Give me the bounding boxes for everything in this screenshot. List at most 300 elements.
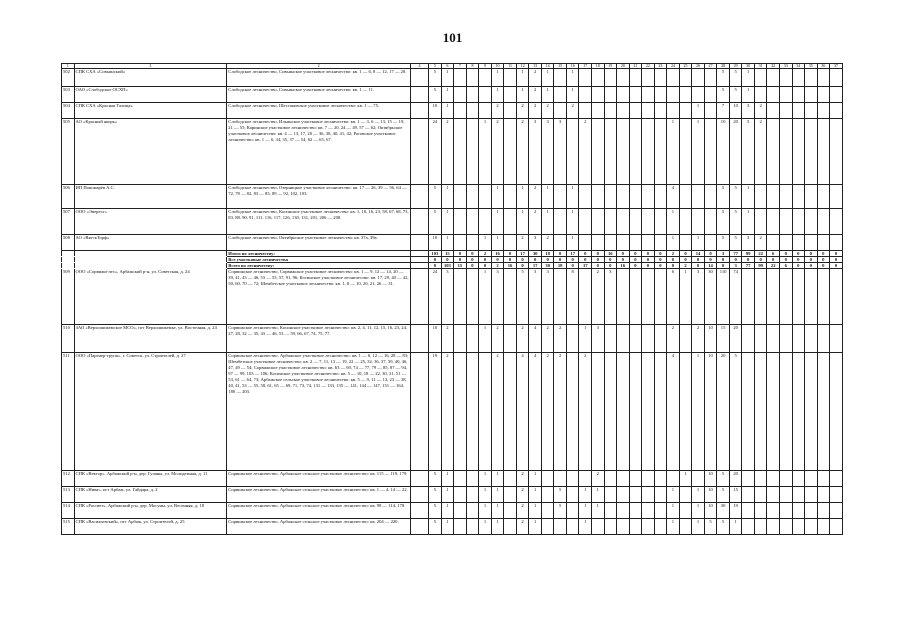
value-cell <box>504 69 517 87</box>
totals-value: 0 <box>767 257 780 263</box>
value-cell <box>604 185 617 209</box>
value-cell <box>654 185 667 209</box>
value-cell: 2 <box>529 185 542 209</box>
value-cell <box>466 487 479 503</box>
totals-value: 3 <box>729 263 742 269</box>
value-cell <box>767 185 780 209</box>
value-cell <box>817 87 830 103</box>
value-cell <box>554 519 567 535</box>
value-cell <box>410 353 428 471</box>
value-cell: 5 <box>429 503 442 519</box>
value-cell <box>742 487 755 503</box>
value-cell: 5 <box>429 87 442 103</box>
value-cell <box>679 235 692 251</box>
value-cell <box>554 235 567 251</box>
value-cell <box>466 471 479 487</box>
value-cell: 1 <box>441 519 454 535</box>
value-cell <box>592 519 605 535</box>
value-cell: 5 <box>429 185 442 209</box>
value-cell <box>617 69 630 87</box>
value-cell <box>629 325 642 353</box>
value-cell: 2 <box>516 471 529 487</box>
value-cell <box>617 185 630 209</box>
totals-value: 0 <box>642 263 655 269</box>
value-cell <box>805 269 818 325</box>
value-cell <box>805 353 818 471</box>
value-cell <box>792 503 805 519</box>
totals-value: 15 <box>454 263 467 269</box>
column-number-cell: 4 <box>410 64 428 69</box>
column-number-cell: 25 <box>679 64 692 69</box>
value-cell <box>604 503 617 519</box>
value-cell <box>604 471 617 487</box>
value-cell <box>679 503 692 519</box>
value-cell <box>667 103 680 119</box>
value-cell <box>454 103 467 119</box>
totals-value: 0 <box>629 257 642 263</box>
value-cell <box>792 235 805 251</box>
value-cell <box>604 519 617 535</box>
value-cell <box>479 209 492 235</box>
value-cell <box>830 103 843 119</box>
value-cell <box>642 103 655 119</box>
organization-cell: ЗАО «Верхошижемское МСО», пгт Верхошижемье, ул. Восточная, д. 24 <box>74 325 227 353</box>
value-cell <box>642 487 655 503</box>
value-cell: 2 <box>554 353 567 471</box>
value-cell <box>767 487 780 503</box>
totals-value: 0 <box>817 251 830 257</box>
value-cell <box>629 471 642 487</box>
value-cell <box>754 87 767 103</box>
value-cell <box>454 503 467 519</box>
value-cell <box>817 235 830 251</box>
column-number-cell: 6 <box>441 64 454 69</box>
table-row <box>62 69 843 87</box>
totals-value: 0 <box>830 251 843 257</box>
column-number-cell: 8 <box>466 64 479 69</box>
value-cell <box>579 471 592 487</box>
totals-value: 0 <box>454 251 467 257</box>
value-cell: 1 <box>479 235 492 251</box>
value-cell <box>830 185 843 209</box>
table-row <box>62 471 843 487</box>
totals-label: Всего по лесничеству: <box>227 263 411 269</box>
license-register-table <box>61 63 843 535</box>
totals-value: 0 <box>717 263 730 269</box>
value-cell: 4 <box>516 353 529 471</box>
totals-value: 103 <box>429 251 442 257</box>
totals-value: 0 <box>579 251 592 257</box>
value-cell <box>767 103 780 119</box>
column-number-cell: 12 <box>516 64 529 69</box>
value-cell <box>817 471 830 487</box>
value-cell: 1 <box>516 87 529 103</box>
value-cell <box>554 87 567 103</box>
value-cell <box>629 103 642 119</box>
value-cell: 5 <box>729 69 742 87</box>
value-cell: 110 <box>717 269 730 325</box>
value-cell <box>817 519 830 535</box>
value-cell <box>830 325 843 353</box>
value-cell: 1 <box>579 325 592 353</box>
value-cell <box>654 269 667 325</box>
value-cell <box>579 209 592 235</box>
value-cell <box>754 503 767 519</box>
totals-value: 14 <box>692 251 705 257</box>
column-number-cell: 37 <box>830 64 843 69</box>
value-cell <box>642 353 655 471</box>
value-cell: 5 <box>429 471 442 487</box>
row-number-cell: 503 <box>62 87 75 103</box>
totals-value: 6 <box>767 251 780 257</box>
value-cell <box>679 353 692 471</box>
column-number-cell: 16 <box>566 64 579 69</box>
value-cell: 2 <box>541 103 554 119</box>
value-cell <box>617 269 630 325</box>
value-cell <box>617 519 630 535</box>
value-cell <box>767 69 780 87</box>
totals-value: 0 <box>692 263 705 269</box>
value-cell: 5 <box>717 235 730 251</box>
value-cell: 2 <box>491 353 504 471</box>
value-cell <box>410 269 428 325</box>
totals-value: 30 <box>529 251 542 257</box>
value-cell: 10 <box>717 119 730 185</box>
value-cell <box>629 87 642 103</box>
value-cell: 1 <box>566 209 579 235</box>
value-cell: 1 <box>441 87 454 103</box>
totals-value: 0 <box>717 257 730 263</box>
value-cell <box>566 119 579 185</box>
value-cell <box>454 185 467 209</box>
value-cell <box>830 503 843 519</box>
column-number-cell: 30 <box>742 64 755 69</box>
value-cell: 2 <box>554 325 567 353</box>
totals-value: 77 <box>729 251 742 257</box>
value-cell: 2 <box>491 119 504 185</box>
page-number: 101 <box>442 30 463 45</box>
column-number-cell: 15 <box>554 64 567 69</box>
value-cell <box>566 487 579 503</box>
totals-value: 17 <box>516 251 529 257</box>
value-cell: 3 <box>529 119 542 185</box>
value-cell: 3 <box>604 269 617 325</box>
value-cell: 1 <box>579 487 592 503</box>
value-cell <box>642 209 655 235</box>
value-cell <box>629 119 642 185</box>
value-cell: 10 <box>704 325 717 353</box>
column-number-cell: 36 <box>817 64 830 69</box>
value-cell <box>692 185 705 209</box>
organization-cell: СПК «Вектор», Арбажский р-н, дер. Гуляны, ул. Молодежная, д. 11 <box>74 471 227 487</box>
totals-value: 0 <box>654 251 667 257</box>
value-cell <box>579 69 592 87</box>
totals-value: 0 <box>516 257 529 263</box>
totals-value: 0 <box>642 257 655 263</box>
value-cell: 1 <box>667 119 680 185</box>
totals-value: 3 <box>717 251 730 257</box>
forest-area-cell: Слободское лесничество, Ильинское участковое лесничество: кв. 1 — 3, 6 — 13, 15 — 19, 21 — 55; Каринское участковое лесничество: кв. 7 — 20, 24 — 49, 57 — 62; Октябрьское участковое лесничество: кв. 4 — 13, 17, 20 — 36, 38, 40, 41, 42; Роговское участковое лесничество: кв. 1 — 6, 34, 35, 37 — 54, 62 — 65, 67. <box>227 119 411 185</box>
forest-area-cell: Слободское лесничество, Косинское участковое лесничество: кв. 1, 10, 16, 23, 58, 67, 68, 73, 83, 88, 90, 91, 111, 116, 117, 126, 130, 131, 201, 206 — 208. <box>227 209 411 235</box>
value-cell <box>805 87 818 103</box>
value-cell: 5 <box>729 87 742 103</box>
value-cell <box>642 269 655 325</box>
value-cell: 2 <box>579 353 592 471</box>
value-cell: 1 <box>529 503 542 519</box>
forest-area-cell: Слободское лесничество, Шестаковское участковое лесничество: кв. 1 — 75. <box>227 103 411 119</box>
value-cell: 4 <box>667 353 680 471</box>
value-cell <box>579 269 592 325</box>
table-row <box>62 185 843 209</box>
value-cell <box>667 471 680 487</box>
value-cell <box>454 119 467 185</box>
value-cell <box>830 471 843 487</box>
value-cell <box>667 69 680 87</box>
value-cell <box>504 269 517 325</box>
value-cell <box>579 235 592 251</box>
column-number-cell: 17 <box>579 64 592 69</box>
value-cell <box>830 87 843 103</box>
value-cell <box>504 209 517 235</box>
value-cell <box>667 87 680 103</box>
totals-value: 0 <box>429 263 442 269</box>
value-cell <box>654 487 667 503</box>
value-cell: 30 <box>704 269 717 325</box>
value-cell <box>479 185 492 209</box>
value-cell <box>629 487 642 503</box>
totals-value: 77 <box>742 263 755 269</box>
column-number-cell: 26 <box>692 64 705 69</box>
value-cell <box>792 185 805 209</box>
value-cell: 1 <box>491 69 504 87</box>
totals-value: 0 <box>817 257 830 263</box>
totals-value: 0 <box>541 257 554 263</box>
totals-value: 0 <box>805 263 818 269</box>
organization-cell: СПК «Рассвет», Арбажский р-н, дер. Мосуны, ул. Весенняя, д. 18 <box>74 503 227 519</box>
value-cell <box>779 235 792 251</box>
value-cell: 1 <box>692 503 705 519</box>
organization-cell: ОАО «Слободское ОСХП» <box>74 87 227 103</box>
value-cell: 1 <box>541 209 554 235</box>
value-cell: 1 <box>566 87 579 103</box>
value-cell <box>604 209 617 235</box>
value-cell: 2 <box>754 119 767 185</box>
value-cell: 2 <box>516 487 529 503</box>
value-cell <box>466 235 479 251</box>
value-cell <box>679 209 692 235</box>
value-cell <box>817 119 830 185</box>
value-cell <box>767 119 780 185</box>
value-cell <box>642 119 655 185</box>
value-cell <box>410 69 428 87</box>
value-cell <box>454 69 467 87</box>
value-cell: 2 <box>754 235 767 251</box>
totals-value: 15 <box>441 251 454 257</box>
value-cell <box>792 103 805 119</box>
totals-value: 0 <box>779 257 792 263</box>
value-cell: 2 <box>491 325 504 353</box>
value-cell <box>754 269 767 325</box>
value-cell <box>629 519 642 535</box>
value-cell: 1 <box>692 519 705 535</box>
row-number-cell: 507 <box>62 209 75 235</box>
value-cell: 1 <box>592 487 605 503</box>
value-cell <box>805 69 818 87</box>
value-cell: 3 <box>592 325 605 353</box>
value-cell <box>454 471 467 487</box>
value-cell: 1 <box>441 235 454 251</box>
value-cell: 1 <box>566 69 579 87</box>
totals-value: 22 <box>767 263 780 269</box>
totals-value: 17 <box>529 263 542 269</box>
value-cell <box>504 325 517 353</box>
value-cell: 5 <box>717 487 730 503</box>
value-cell: 10 <box>429 103 442 119</box>
value-cell <box>654 209 667 235</box>
value-cell <box>604 103 617 119</box>
value-cell: 1 <box>441 487 454 503</box>
value-cell: 1 <box>479 487 492 503</box>
value-cell <box>654 325 667 353</box>
value-cell: 30 <box>717 503 730 519</box>
value-cell <box>679 119 692 185</box>
value-cell <box>805 119 818 185</box>
value-cell <box>692 69 705 87</box>
table-row <box>62 269 843 325</box>
totals-value: 0 <box>592 257 605 263</box>
value-cell <box>779 269 792 325</box>
value-cell <box>742 269 755 325</box>
column-number-cell: 19 <box>604 64 617 69</box>
value-cell <box>592 209 605 235</box>
value-cell <box>830 487 843 503</box>
value-cell <box>779 209 792 235</box>
totals-value: 0 <box>830 257 843 263</box>
value-cell <box>617 119 630 185</box>
value-cell <box>604 487 617 503</box>
totals-value: 0 <box>805 257 818 263</box>
value-cell: 5 <box>729 185 742 209</box>
value-cell: 10 <box>704 353 717 471</box>
totals-value: 6 <box>779 263 792 269</box>
totals-value: 0 <box>667 263 680 269</box>
value-cell <box>654 87 667 103</box>
totals-value: 0 <box>629 263 642 269</box>
value-cell <box>579 87 592 103</box>
value-cell <box>742 519 755 535</box>
value-cell <box>466 269 479 325</box>
value-cell: 5 <box>717 519 730 535</box>
column-number-cell: 1 <box>62 64 75 69</box>
value-cell: 2 <box>566 103 579 119</box>
value-cell: 2 <box>541 353 554 471</box>
value-cell: 1 <box>667 487 680 503</box>
value-cell <box>754 487 767 503</box>
value-cell: 1 <box>529 487 542 503</box>
value-cell <box>679 325 692 353</box>
value-cell: 19 <box>729 503 742 519</box>
value-cell <box>617 487 630 503</box>
value-cell: 10 <box>704 503 717 519</box>
value-cell: 24 <box>429 119 442 185</box>
value-cell <box>792 119 805 185</box>
value-cell <box>479 353 492 471</box>
value-cell: 2 <box>516 235 529 251</box>
value-cell <box>410 185 428 209</box>
value-cell <box>604 325 617 353</box>
forest-area-cell: Сорвижское лесничество, Арбажское сельское участковое лесничество: кв. 1 — 4, 14 — 22. <box>227 487 411 503</box>
value-cell: 5 <box>717 471 730 487</box>
totals-value: 0 <box>466 257 479 263</box>
value-cell <box>410 103 428 119</box>
value-cell <box>454 325 467 353</box>
value-cell: 2 <box>516 519 529 535</box>
value-cell: 3 <box>742 103 755 119</box>
value-cell <box>410 87 428 103</box>
value-cell: 2 <box>529 69 542 87</box>
table-row <box>62 103 843 119</box>
value-cell <box>779 119 792 185</box>
value-cell: 1 <box>516 69 529 87</box>
column-number-cell: 31 <box>754 64 767 69</box>
value-cell <box>466 325 479 353</box>
totals-value: 0 <box>479 257 492 263</box>
value-cell <box>805 325 818 353</box>
totals-value: 0 <box>604 257 617 263</box>
value-cell: 1 <box>529 519 542 535</box>
organization-cell: ООО «Партнер-групп», г. Советск, ул. Строителей, д. 27 <box>74 353 227 471</box>
value-cell: 1 <box>441 471 454 487</box>
value-cell <box>566 353 579 471</box>
forest-area-cell: Сорвижское лесничество, Арбажское сельское участковое лесничество: кв. 204 — 220. <box>227 519 411 535</box>
value-cell <box>454 269 467 325</box>
value-cell <box>767 503 780 519</box>
value-cell: 10 <box>429 325 442 353</box>
value-cell <box>466 119 479 185</box>
value-cell <box>779 87 792 103</box>
value-cell <box>566 325 579 353</box>
value-cell: 1 <box>479 119 492 185</box>
value-cell <box>592 103 605 119</box>
value-cell <box>654 119 667 185</box>
forest-area-cell: Сорвижское лесничество, Сорвижское участковое лесничество: кв. 1 — 9, 12 — 14, 20 — 39, 41, 43 — 46, 53 — 55, 57, 91, 96; Косинское участковое лесничество: кв. 17, 29, 40 — 42, 50, 60, 70 — 72; Шембетское участковое лесничество: кв. 1, 8 — 10, 20, 21, 26 — 31. <box>227 269 411 325</box>
column-number-cell: 14 <box>541 64 554 69</box>
value-cell: 5 <box>429 209 442 235</box>
value-cell <box>805 487 818 503</box>
forest-area-cell: Сорвижское лесничество, Арбажское сельское участковое лесничество: кв. 98 — 114, 178. <box>227 503 411 519</box>
totals-value: 0 <box>704 257 717 263</box>
totals-value: 0 <box>729 257 742 263</box>
value-cell <box>679 487 692 503</box>
value-cell <box>617 503 630 519</box>
totals-label: Итого по лесничеству: <box>227 251 411 257</box>
value-cell: 1 <box>479 269 492 325</box>
value-cell: 2 <box>692 325 705 353</box>
totals-value: 0 <box>466 251 479 257</box>
value-cell: 1 <box>667 235 680 251</box>
column-number-cell: 33 <box>779 64 792 69</box>
row-number-cell: 508 <box>62 235 75 251</box>
value-cell <box>504 353 517 471</box>
value-cell: 5 <box>729 353 742 471</box>
value-cell <box>817 503 830 519</box>
value-cell: 1 <box>692 103 705 119</box>
value-cell <box>604 119 617 185</box>
value-cell <box>466 209 479 235</box>
totals-value: 0 <box>617 251 630 257</box>
value-cell: 1 <box>479 325 492 353</box>
totals-value: 0 <box>742 257 755 263</box>
